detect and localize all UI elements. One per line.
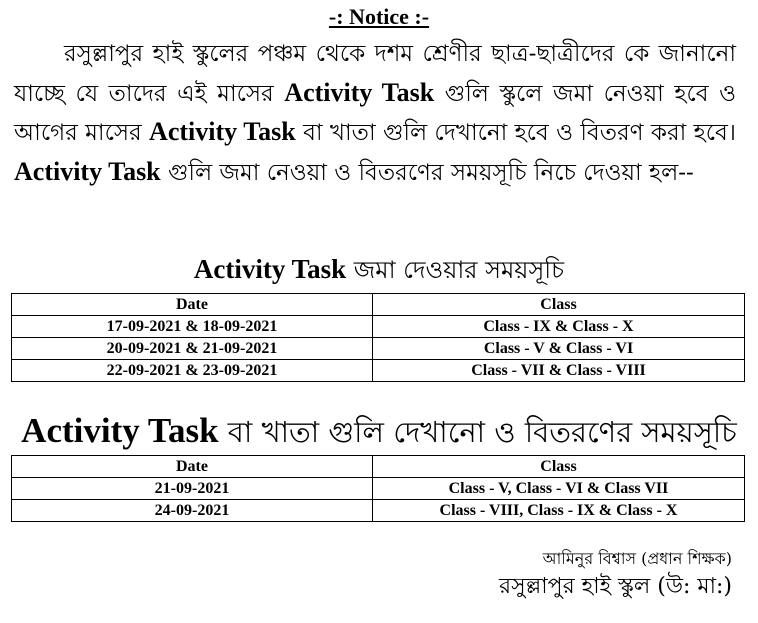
distribution-heading: [0, 410, 758, 459]
notice-title: -: Notice :-: [328, 4, 430, 29]
headmaster-signature: আমিনুর বিশ্বাস (প্রধান শিক্ষক): [542, 549, 732, 568]
date-cell: 24-09-2021: [12, 500, 373, 522]
table-row: [12, 360, 745, 382]
distribution-schedule-table: [11, 455, 745, 522]
date-cell: 22-09-2021 & 23-09-2021: [12, 360, 373, 382]
body-text-part-4: গুলি জমা নেওয়া ও বিতরণের সময়সূচি নিচে দেওয়া হল--: [167, 159, 694, 186]
body-text-part-3: বা খাতা গুলি দেখানো হবে ও বিতরণ করা হবে।: [303, 120, 737, 146]
table-header-row: [12, 294, 745, 316]
column-header-class: Class: [373, 456, 745, 478]
distribution-heading-english: Activity Task: [21, 411, 219, 450]
body-english-term-3: Activity Task: [14, 156, 161, 186]
submission-heading-english: Activity Task: [193, 254, 347, 284]
table-row: [12, 316, 745, 338]
submission-schedule-table: [11, 293, 745, 382]
table-header-row: [12, 456, 745, 478]
date-cell: 21-09-2021: [12, 478, 373, 500]
table-row: [12, 500, 745, 522]
distribution-heading-bengali: বা খাতা গুলি দেখানো ও বিতরণের সময়সূচি: [227, 415, 737, 449]
class-cell: Class - V & Class - VI: [373, 338, 745, 360]
body-text-part-1: রসুল্লাপুর হাই স্কুলের পঞ্চম থেকে দশম শ্রেণীর ছাত্র-ছাত্রীদের কে জানানো যাচ্ছে যে তাদের এই মাসের: [14, 41, 736, 107]
table-row: [12, 478, 745, 500]
column-header-date: Date: [12, 294, 373, 316]
school-name: রসুল্লাপুর হাই স্কুল (উ: মা:): [498, 574, 732, 599]
column-header-date: Date: [12, 456, 373, 478]
date-cell: 20-09-2021 & 21-09-2021: [12, 338, 373, 360]
notice-body: [14, 36, 736, 192]
column-header-class: Class: [373, 294, 745, 316]
submission-heading-bengali: জমা দেওয়ার সময়সূচি: [353, 256, 565, 284]
class-cell: Class - VII & Class - VIII: [373, 360, 745, 382]
body-text-part-2: গুলি স্কুলে জমা নেওয়া হবে ও আগের মাসের: [14, 80, 737, 146]
submission-heading: [0, 252, 758, 292]
class-cell: Class - V, Class - VI & Class VII: [373, 478, 745, 500]
date-cell: 17-09-2021 & 18-09-2021: [12, 316, 373, 338]
table-row: [12, 338, 745, 360]
body-english-term-1: Activity Task: [284, 77, 435, 107]
class-cell: Class - IX & Class - X: [373, 316, 745, 338]
class-cell: Class - VIII, Class - IX & Class - X: [373, 500, 745, 522]
body-english-term-2: Activity Task: [149, 117, 296, 146]
